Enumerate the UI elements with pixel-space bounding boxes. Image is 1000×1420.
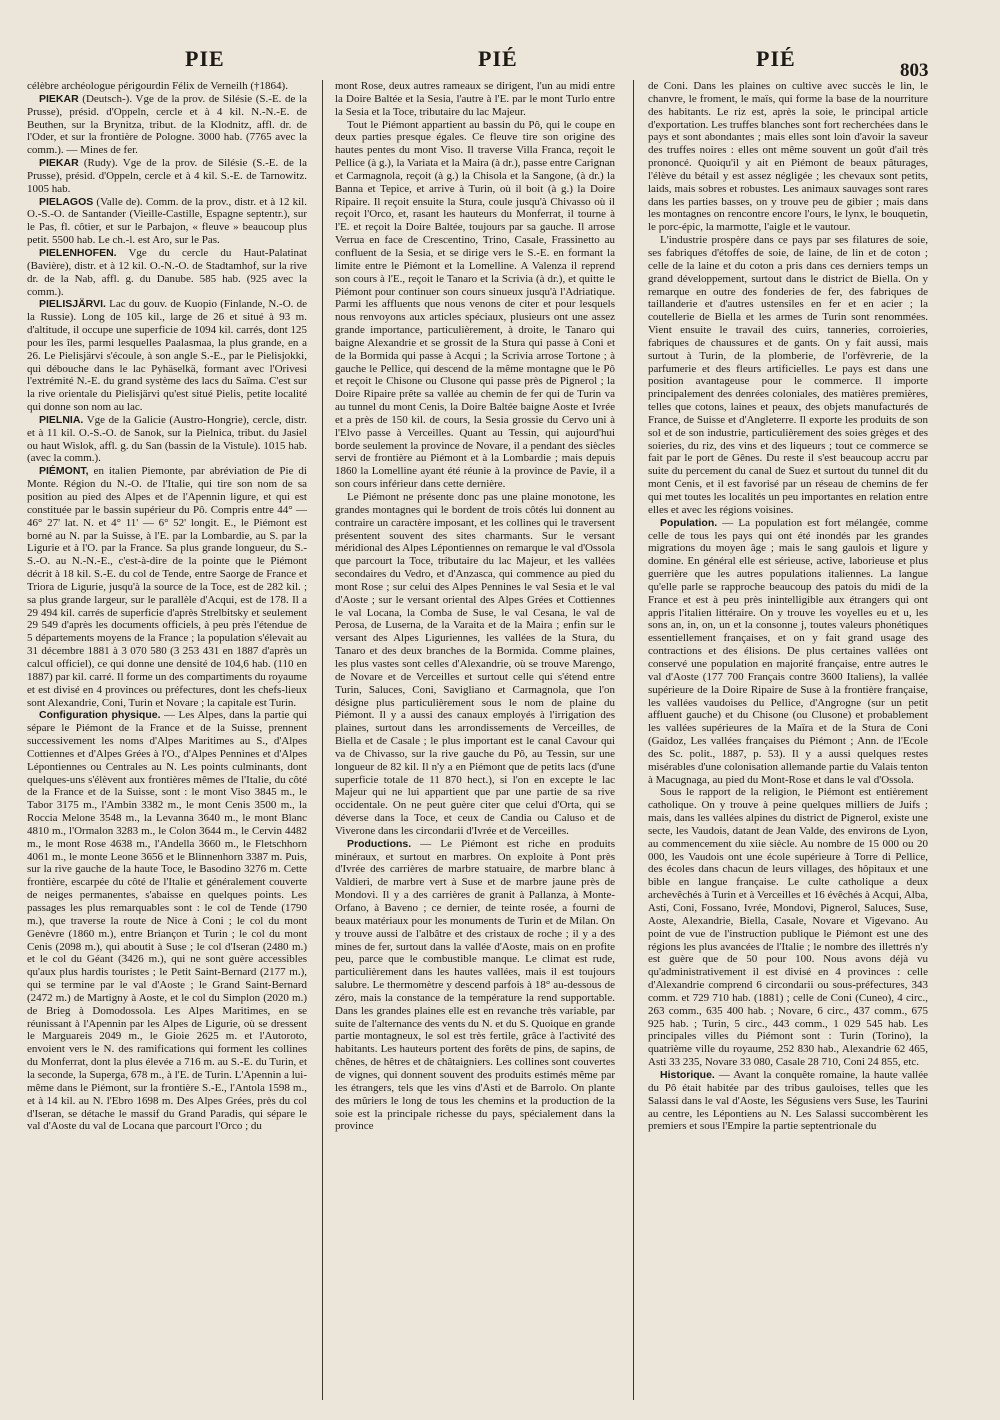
entry-headword: PIELNIA. — [39, 413, 84, 426]
text-paragraph — [335, 119, 615, 491]
entry-text: Vge du cercle du Haut-Palatinat (Bavière), distr. et à 12 kil. O.-N.-O. de Stadtamhof, sur la rive dr. de la Nab, affl. g. du Danube. 585 hab. (925 avec la comm.). — [27, 246, 307, 298]
column-2 — [335, 80, 615, 1133]
dictionary-entry — [27, 414, 307, 465]
entry-text: en italien Piemonte, par abréviation de Pie di Monte. Région du N.-O. de l'Italie, qui tire son nom de sa position au pied des Alpes et de l'Apennin ligure, et qui est constituée par le bassin supérieur du Pô. Compris entre 44° — 46° 27' lat. N. et 4° 11' — 6° 52' longit. E., le Piémont est borné au N. par la Suisse, à l'E. par la Lombardie, au S. par la Ligurie et à l'O. par la France. Sa plus grande longueur, du S.-S.-O. au N.-N.-E., c'est-à-dire de la pointe que le Piémont décrit à 18 kil. S.-E. du col de Tende, entre Saorge de France et Triora de Ligurie, jusqu'à la source de la Toce, est de 282 kil. ; sa plus grande largeur, sur le parallèle d'Acqui, est de 178. Il a 29 494 kil. carrés de superficie d'après Strelbitsky et seulement 29 549 d'après les documents officiels, à peu près l'étendue de 5 départements moyens de la France ; la population s'élevait au 31 décembre 1881 à 3 070 580 (3 253 431 en 1887 d'après un calcul officiel), ce qui donne une densité de 104,6 hab. (110 en 1887) par kil. carré. Il forme un des compartiments du royaume et est divisé en 4 provinces ou préfectures, dont les chefs-lieux sont Alexandrie, Coni, Turin et Novare ; la capitale est Turin. — [27, 465, 307, 709]
entry-text: de Coni. Dans les plaines on cultive avec succès le lin, le chanvre, le froment, le maïs, qui forme la base de la nourriture des habitants. Le riz est, après la soie, le principal article d'exportation. Les truffes blanches sont fort recherchées dans le pays et sont abondantes ; mais elles sont loin d'avoir la saveur des truffes noires : elles ont même souvent un goût d'ail très prononcé. Quoiqu'il y ait en Piémont de beaux pâturages, l'élève du bétail y est assez négligée ; les chevaux sont petits, laids, mais sobres et robustes. Les animaux sauvages sont rares dans les parties basses, on y trouve peu de gibier ; mais dans les montagnes on rencontre encore l'ours, le lynx, le bouquetin, le porc-épic, la marmotte, l'aigle et le vautour. — [648, 80, 928, 234]
entry-text: célèbre archéologue périgourdin Félix de Verneilh (†1864). — [27, 80, 288, 92]
column-divider — [322, 80, 323, 1400]
dictionary-entry — [27, 709, 307, 1133]
entry-headword: PIEKAR — [39, 92, 79, 105]
dictionary-entry — [648, 517, 928, 787]
entry-text: L'industrie prospère dans ce pays par ses filatures de soie, ses fabriques d'étoffes de soie, de laine, de lin et de coton ; celle de la laine et du coton a pris dans ces derniers temps un grand développement, surtout dans le district de Biella. On y remarque en outre des fonderies de fer, des fabriques de taillanderie et d'autres ustensiles en fer et en acier ; la coutellerie de Biella et les armes de Turin sont renommées. Vient ensuite le travail des cuirs, tanneries, corroieries, fabriques de chaussures et de gants. On y fait aussi, mais surtout à Turin, de la plomberie, de l'orfèvrerie, de la parfumerie et des fleurs artificielles. Le pays est dans une position avantageuse pour le commerce. Il importe principalement des denrées coloniales, des matières premières, telles que cotons, laines et peaux, des objets manufacturés de France, de Suisse et d'Angleterre. Il exporte les produits de son sol et de son industrie, particulièrement des soies grèges et des soieries, du riz, des vins et des liqueurs ; tout ce commerce se fait par le port de Gênes. Du reste il s'est beaucoup accru par suite du percement du canal de Suez et surtout du tunnel dit du mont Cenis, et il est favorisé par un réseau de chemins de fer qui met toutes les localités un peu importantes en relation entre elles et avec les régions voisines. — [648, 234, 928, 516]
text-paragraph — [648, 786, 928, 1069]
entry-text: Sous le rapport de la religion, le Piémont est entièrement catholique. On y trouve à peine quelques milliers de Juifs ; mais, dans les vallées alpines du district de Pignerol, existe une secte, les Vaudois, datant de Jean Valde, des environs de Lyon, au commencement du xiie siècle. Au nombre de 15 000 ou 20 000, les Vaudois ont une école supérieure à Torre di Pellice, des écoles dans chacun de leurs villages, des hôpitaux et une bible en langue française. Le culte catholique a deux archevêchés à Turin et à Verceilles et 16 évêchés à Acqui, Alba, Asti, Coni, Fossano, Ivrée, Mondovi, Pignerol, Saluces, Suse, Aoste, Alexandrie, Biella, Casale, Novare et Vigevano. Au point de vue de l'instruction publique le Piémont est une des régions les plus avancées de l'Italie ; le nombre des illettrés n'y est guère que de 50 pour 100. Nous avons déjà vu qu'administrativement il est divisé en 4 provinces : celle d'Alexandrie comprend 6 circondarii ou sous-préfectures, 343 comm. et 729 710 hab. (1881) ; celle de Coni (Cuneo), 4 circ., 263 comm., 635 400 hab. ; Novare, 6 circ., 437 comm., 675 925 hab. ; Turin, 5 circ., 443 comm., 1 029 545 hab. Les principales villes du Piémont sont : Turin (Torino), la quatrième ville du royaume, 252 830 hab., Alexandrie 62 465, Asti 33 235, Novare 33 080, Casale 28 710, Coni 24 855, etc. — [648, 786, 928, 1069]
running-head-left: PIE — [185, 46, 225, 71]
entry-headword: PIELENHOFEN. — [39, 246, 117, 259]
entry-headword: Population. — [660, 516, 718, 529]
entry-text: Tout le Piémont appartient au bassin du Pô, qui le coupe en deux parties presque égales. Ce fleuve tire son origine des hautes pentes du mont Viso. Il traverse Villa Franca, reçoit le Pellice (à g.), la Variata et la Maira (à dr.), passe entre Carignan et Carmagnola, reçoit (à g.) la Chisola et la Sangone, (à dr.) la Banna et Tepice, et arrive à Turin, où il boit (à g.) la Doire Ripaire. Il reçoit ensuite la Stura, coule jusqu'à Chivasso où il reçoit l'Orco, et, rasant les hauteurs du Monferrat, il tourne à l'E. et reçoit la Doire Baltée, toujours par sa gauche. Il arrose Verrua en face de Crescentino, Trino, Casale, Frassinetto au confluent de la Sesia, et se dirige vers le S.-E. en formant la limite entre le Piémont et la Lomelline. A Valenza il reprend son cours à l'E., reçoit le Tanaro et la Scrivia (à dr.), et quitte le Piémont pour continuer son cours sinueux jusqu'à l'Adriatique. Parmi les affluents que nous venons de citer et pour lesquels nous renvoyons aux articles spéciaux, plusieurs ont une assez grande importance, particulièrement, à droite, le Tanaro qui baigne Alexandrie et se grossit de la Stura qui passe à Coni et de la Bormida qui passe à Acqui ; la Scrivia arrose Tortone ; à gauche le Pellice, qui descend de la même montagne que le Pô et reçoit le Chisone ou Clusone qui passe près de Pignerol ; la Doire Ripaire prête sa vallée au chemin de fer qui de Turin va au tunnel du mont Cenis, la Doire Baltée baigne Aoste et Ivrée et a près de 150 kil. de cours, la Sesia grossie du Cervo uni à l'Elvo passe à Verceilles. Quant au Tessin, qui aujourd'hui borde seulement la province de Novare, il a pendant des siècles servi de frontière au Piémont et à la Lombardie ; mais depuis 1860 la Lomelline ayant été réunie à la province de Pavie, il a son cours inférieur dans cette dernière. — [335, 118, 615, 491]
text-paragraph — [648, 234, 928, 517]
page-number: 803 — [900, 60, 929, 81]
column-1 — [27, 80, 307, 1133]
text-paragraph — [335, 491, 615, 838]
entry-headword: Historique. — [660, 1068, 715, 1081]
running-head-right: PIÉ — [756, 46, 796, 71]
dictionary-entry — [27, 298, 307, 414]
dictionary-entry — [648, 1069, 928, 1133]
entry-text: — La population est fort mélangée, comme celle de tous les pays qui ont été inondés par les grandes migrations du moyen âge ; mais le sang gaulois et ligure y domine. En général elle est sérieuse, active, laborieuse et plus guerrière que les autres populations italiennes. La langue qu'elle parle se rapproche beaucoup des patois du midi de la France et est à peu près inintelligible aux étrangers qui ont appris l'italien littéraire. On y trouve les voyelles eu et u, les sons an, in, on, un et la consonne j, toutes valeurs phonétiques essentiellement françaises, et on y fait grand usage des contractions et des élisions. De plus certaines vallées ont conservé une population en majorité française, entre autres le val d'Aoste (177 700 Français contre 3600 Italiens), la vallée supérieure de la Doire Ripaire de Suse à la frontière française, les vallées vaudoises du Pellice, d'Angrogne (sur un petit affluent gauche) et du Chisone (ou Clusone) et probablement les vallées supérieures de la Maïra et de la Stura de Coni (Gaidoz, Les vallées françaises du Piémont ; Ann. de l'Ecole des Sc. polit., 1887, p. 53). Il y a aussi quelques restes misérables d'une colonisation allemande partie du Valais tenton à Macugnaga, au pied du Mont-Rose et dans le val d'Ossola. — [648, 516, 928, 786]
entry-headword: PIELAGOS — [39, 195, 94, 208]
entry-headword: Configuration physique. — [39, 709, 161, 722]
dictionary-entry — [27, 157, 307, 196]
entry-text: (Deutsch-). Vge de la prov. de Silésie (S.-E. de la Prusse), présid. d'Oppeln, cercle et à 4 kil. N.-N.-E. de Beuthen, sur la Brynitza, tribut. de la Klodnitz, affl. dr. de l'Oder, et sur la frontière de Pologne. 3000 hab. (7765 avec la comm.). — Mines de fer. — [27, 92, 307, 157]
entry-text: Lac du gouv. de Kuopio (Finlande, N.-O. de la Russie). Long de 105 kil., large de 26 et situé à 93 m. d'altitude, il occupe une superficie de 1094 kil. carrés, dont 125 pour les îles, parmi lesquelles Paalasmaa, la plus grande, en a 26. Le Pielisjärvi s'écoule, à son angle S.-E., par le Pielisjokki, qui débouche dans le lac Pyhäselkä, formant avec l'Orivesi l'extrémité N.-E. du grand système des lacs du Saïma. C'est sur la rive orientale du Pielisjärvi qu'est situé Pielis, petite localité qui donne son nom au lac. — [27, 298, 307, 414]
text-paragraph — [648, 80, 928, 234]
entry-text: — Le Piémont est riche en produits minéraux, et surtout en marbres. On exploite à Pont près d'Ivrée des carrières de marbre statuaire, de marbre blanc à Valdieri, de marbre vert à Suse et de marbre jaune près de Mondovi. Il y a des carrières de granit à Pallanza, à Monte-Orfano, à Baveno ; ce dernier, de teinte rosée, a fourni de beaux matériaux pour les monuments de Turin et de Milan. On y trouve aussi de l'albâtre et des cristaux de roche ; il y a des mines de fer, surtout dans la vallée d'Aoste, mais on en profite peu, parce que le combustible manque. Le climat est rude, particulièrement dans les hautes vallées, mais il est toujours salubre. Le thermomètre y descend parfois à 18° au-dessous de zéro, mais la constance de la température la rend supportable. Dans les grandes plaines elle est en revanche très variable, par suite de l'alternance des vents du N. et du S. Quoique en grande partie montagneux, le sol est très fertile, grâce à l'activité des habitants. Les hauteurs portent des forêts de pins, de sapins, de chênes, de hêtres et de châtaigniers. Les collines sont couvertes de vignes, qui donnent souvent des produits estimés même par les étrangers, tels que les vins d'Asti et de Barrolo. On plante des mûriers le long de tous les chemins et la production de la soie est la principale richesse du pays, spécialement dans la province — [335, 837, 615, 1133]
dictionary-entry — [335, 838, 615, 1133]
dictionary-entry — [27, 93, 307, 157]
entry-text: Le Piémont ne présente donc pas une plaine monotone, les grandes montagnes qui le bordent de trois côtés lui donnent au contraire un caractère imposant, et les collines qui le traversent présentent souvent des sites charmants. Sur le versant méridional des Alpes Lépontiennes on remarque le val d'Ossola que parcourt la Toce, tributaire du lac Majeur, et les vallées secondaires du Vedro, et d'Anzasca, qui commence au pied du mont Rose ; sur celui des Alpes Pennines le val Sesia et le val d'Aoste ; sur le versant oriental des Alpes Grées et Cottiennes le val Locana, la Comba de Suse, le val Cesana, le val de Perosa, de Luserna, de la Varaita et de la Maira ; enfin sur le versant des Alpes Liguriennes, les vallées de la Stura, du Tanaro et des deux branches de la Bormida. Comme plaines, les plus vastes sont celles d'Alexandrie, où se trouve Marengo, de Novare et de Verceilles et surtout celle qui s'étend entre Turin, Saluces, Coni, Savigliano et Carmagnola, que l'on désigne plus particulièrement sous le nom de plaine du Piémont. Il y a aussi des canaux employés à l'irrigation des plaines, surtout dans les arrondissements de Verceilles, de Biella et de Casale ; le plus important est le canal Cavour qui va de Chivasso, sur la rive gauche du Pô, au Tessin, sur une longueur de 82 kil. Il n'y a en Piémont que de petits lacs (d'une superficie totale de 11 870 hect.), si l'on en excepte le lac Majeur qui ne lui appartient que par une partie de sa rive occidentale. On ne peut guère citer que celui d'Orta, qui se déverse dans la Toce, et ceux de Candia ou Caluso et de Viverone dans les circondarii d'Ivrée et de Verceilles. — [335, 491, 615, 837]
entry-text: (Rudy). Vge de la prov. de Silésie (S.-E. de la Prusse), présid. d'Oppeln, cercle et à 4 kil. S.-E. de Tarnowitz. 1005 hab. — [27, 157, 307, 195]
dictionary-entry — [27, 196, 307, 247]
dictionary-entry — [27, 247, 307, 298]
text-paragraph — [335, 80, 615, 119]
entry-text: mont Rose, deux autres rameaux se dirigent, l'un au midi entre la Doire Baltée et la Sesia, l'autre à l'E. par le mont Turlo entre la Sesia et la Toce, tributaire du lac Majeur. — [335, 80, 615, 118]
entry-text: — Avant la conquête romaine, la haute vallée du Pô était habitée par des tribus gauloises, telles que les Salassi dans le val d'Aoste, les Ségusiens vers Suse, les Taurini au centre, les Lépontiens au N. Les Salassi succombèrent les premiers et sous l'Empire la partie septentrionale du — [648, 1068, 928, 1133]
entry-text: Vge de la Galicie (Austro-Hongrie), cercle, distr. et à 11 kil. O.-S.-O. de Sanok, sur la Pielnica, tribut. du Jasiel ou haut Wislok, affl. g. du San (bassin de la Vistule). 1015 hab. (avec la comm.). — [27, 413, 307, 465]
entry-headword: PIEKAR — [39, 157, 79, 170]
entry-headword: Productions. — [347, 837, 412, 850]
dictionary-entry — [27, 465, 307, 709]
entry-text: (Valle de). Comm. de la prov., distr. et à 12 kil. O.-S.-O. de Santander (Vieille-Castille, Espagne septentr.), sur le Pas, fl. côtier, et sur le Parbajon, « fleuve » beaucoup plus petit. 5500 hab. Le ch.-l. est Aro, sur le Pas. — [27, 195, 307, 247]
text-paragraph — [27, 80, 307, 93]
running-head-center: PIÉ — [478, 46, 518, 71]
column-3 — [648, 80, 928, 1133]
column-divider — [633, 80, 634, 1400]
entry-headword: PIELISJÄRVI. — [39, 298, 106, 311]
entry-text: — Les Alpes, dans la partie qui sépare le Piémont de la France et de la Suisse, prennent successivement les noms d'Alpes Maritimes au S., d'Alpes Cottiennes et d'Alpes Grées à l'O., d'Alpes Pennines et d'Alpes Lépontiennes ou Centrales au N. Les points culminants, dont quelques-uns s'élèvent aux frontières mêmes de l'Italie, du côté de la France et de la Suisse, sont : le mont Viso 3845 m., le Tabor 3175 m., l'Ambin 3382 m., le mont Cenis 3500 m., la Roccia Melone 3548 m., la Levanna 3640 m., le mont Blanc 4810 m., l'Ormalon 3283 m., le Colon 3644 m., le Cervin 4482 m., le mont Rose 4638 m., l'Andella 3660 m., le Fletschhorn 4061 m., le monte Leone 3656 et le Blinnenhorn 3387 m. Puis, sur la rive gauche de la haute Toce, le Basodino 3276 m. Cette frontière, escarpée du côté de l'Italie et généralement couverte de neiges permanentes, s'abaisse en quelques points. Les passages les plus remarquables sont : le col de Tende (1790 m.), que traverse la route de Nice à Coni ; le col du mont Genèvre (1860 m.), entre Briançon et Turin ; le col du mont Cenis (2098 m.), qui aboutit à Suse ; le col d'Iseran (2480 m.) et le col du Géant (3426 m.), qui ne sont guère accessibles qu'aux plus hardis touristes ; le Petit Saint-Bernard (2177 m.), qui se termine par le val d'Aoste ; le Grand Saint-Bernard (2472 m.) de Martigny à Aoste, et le col du Simplon (2020 m.) de Brieg à Domodossola. Les Alpes Maritimes, en se réunissant à l'Apennin par les Alpes de Ligurie, où se dressent le Marguareis 2049 m., le Gioie 2625 m. et l'Autoroto, envoient vers le N. des ramifications qui forment les collines du Monferrat, dont la plus élevée a 716 m. au S.-E. du Turin, et la seconde, la Superga, 678 m., à l'E. de Turin. L'Apennin a lui-même dans le Piémont, sur la frontière S.-E., l'Antola 1598 m., et à 14 kil. au N. l'Ebro 1698 m. Des Alpes Grées, près du col d'Iseran, se détache le massif du Grand Paradis, qui sépare le val d'Aoste du val de Locana que parcourt l'Orco ; du — [27, 709, 307, 1133]
entry-headword: PIÉMONT, — [39, 465, 89, 478]
